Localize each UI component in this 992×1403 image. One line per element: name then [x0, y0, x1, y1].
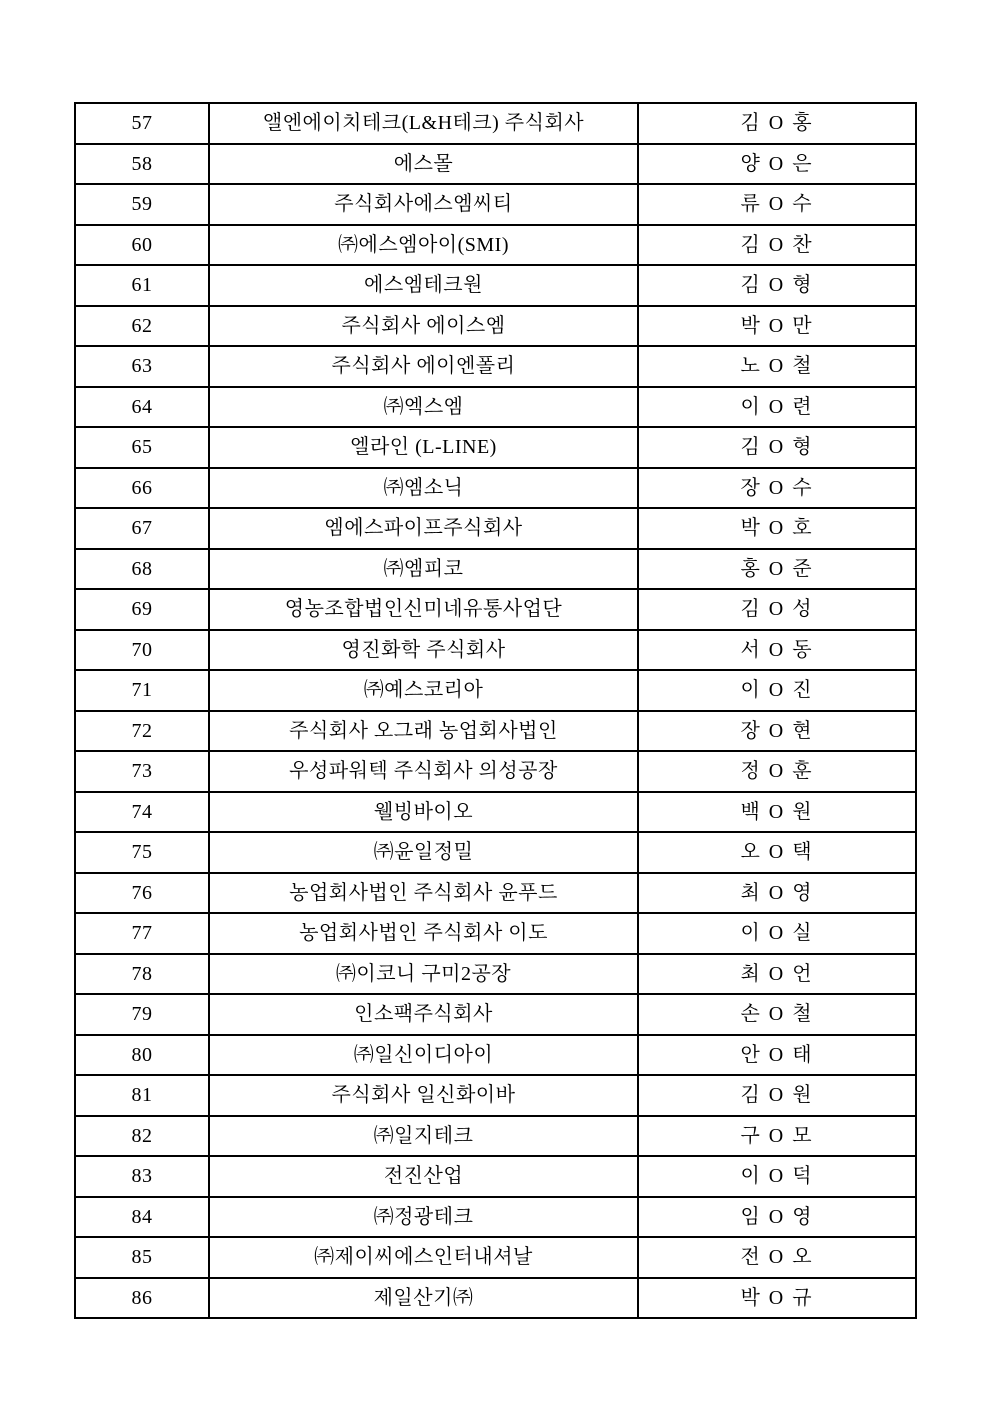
company-name-cell: 주식회사에스엠씨티 — [209, 184, 638, 225]
row-number-cell: 76 — [75, 873, 209, 914]
person-name-cell: 노 O 철 — [638, 346, 916, 387]
company-name-cell: 전진산업 — [209, 1156, 638, 1197]
person-name-cell: 장 O 수 — [638, 468, 916, 509]
row-number-cell: 79 — [75, 994, 209, 1035]
table-row — [75, 427, 916, 468]
company-name-cell: 제일산기㈜ — [209, 1278, 638, 1319]
person-name-cell: 박 O 호 — [638, 508, 916, 549]
table-row — [75, 468, 916, 509]
company-name-cell: 주식회사 오그래 농업회사법인 — [209, 711, 638, 752]
row-number-cell: 73 — [75, 751, 209, 792]
row-number-cell: 81 — [75, 1075, 209, 1116]
table-row — [75, 387, 916, 428]
company-name-cell: ㈜엠소닉 — [209, 468, 638, 509]
table-row — [75, 1156, 916, 1197]
table-row — [75, 1237, 916, 1278]
row-number-cell: 70 — [75, 630, 209, 671]
table-row — [75, 913, 916, 954]
table-row — [75, 549, 916, 590]
company-name-cell: 주식회사 일신화이바 — [209, 1075, 638, 1116]
person-name-cell: 전 O 오 — [638, 1237, 916, 1278]
person-name-cell: 장 O 현 — [638, 711, 916, 752]
person-name-cell: 최 O 영 — [638, 873, 916, 914]
company-name-cell: 주식회사 에이스엠 — [209, 306, 638, 347]
company-name-cell: 인소팩주식회사 — [209, 994, 638, 1035]
row-number-cell: 60 — [75, 225, 209, 266]
row-number-cell: 75 — [75, 832, 209, 873]
company-name-cell: 농업회사법인 주식회사 윤푸드 — [209, 873, 638, 914]
row-number-cell: 57 — [75, 103, 209, 144]
person-name-cell: 박 O 규 — [638, 1278, 916, 1319]
company-name-cell: 웰빙바이오 — [209, 792, 638, 833]
person-name-cell: 안 O 태 — [638, 1035, 916, 1076]
row-number-cell: 71 — [75, 670, 209, 711]
table-row — [75, 711, 916, 752]
person-name-cell: 이 O 실 — [638, 913, 916, 954]
company-name-cell: ㈜엠피코 — [209, 549, 638, 590]
row-number-cell: 82 — [75, 1116, 209, 1157]
row-number-cell: 59 — [75, 184, 209, 225]
table-row — [75, 954, 916, 995]
row-number-cell: 84 — [75, 1197, 209, 1238]
person-name-cell: 김 O 형 — [638, 265, 916, 306]
row-number-cell: 63 — [75, 346, 209, 387]
table-row — [75, 346, 916, 387]
person-name-cell: 김 O 성 — [638, 589, 916, 630]
table-row — [75, 1075, 916, 1116]
row-number-cell: 77 — [75, 913, 209, 954]
person-name-cell: 양 O 은 — [638, 144, 916, 185]
person-name-cell: 오 O 택 — [638, 832, 916, 873]
person-name-cell: 박 O 만 — [638, 306, 916, 347]
row-number-cell: 67 — [75, 508, 209, 549]
company-name-cell: ㈜정광테크 — [209, 1197, 638, 1238]
table-row — [75, 144, 916, 185]
person-name-cell: 김 O 홍 — [638, 103, 916, 144]
person-name-cell: 손 O 철 — [638, 994, 916, 1035]
table-body — [75, 103, 916, 1318]
person-name-cell: 백 O 원 — [638, 792, 916, 833]
row-number-cell: 61 — [75, 265, 209, 306]
person-name-cell: 최 O 언 — [638, 954, 916, 995]
company-name-cell: ㈜예스코리아 — [209, 670, 638, 711]
table-row — [75, 265, 916, 306]
row-number-cell: 74 — [75, 792, 209, 833]
row-number-cell: 68 — [75, 549, 209, 590]
company-name-cell: ㈜일지테크 — [209, 1116, 638, 1157]
table-row — [75, 630, 916, 671]
table-row — [75, 1197, 916, 1238]
row-number-cell: 66 — [75, 468, 209, 509]
person-name-cell: 정 O 훈 — [638, 751, 916, 792]
company-name-cell: 주식회사 에이엔폴리 — [209, 346, 638, 387]
row-number-cell: 58 — [75, 144, 209, 185]
person-name-cell: 구 O 모 — [638, 1116, 916, 1157]
person-name-cell: 서 O 동 — [638, 630, 916, 671]
table-row — [75, 792, 916, 833]
table-row — [75, 1278, 916, 1319]
table-row — [75, 508, 916, 549]
company-name-cell: ㈜제이씨에스인터내셔날 — [209, 1237, 638, 1278]
row-number-cell: 83 — [75, 1156, 209, 1197]
table-row — [75, 184, 916, 225]
table-row — [75, 306, 916, 347]
company-name-cell: 농업회사법인 주식회사 이도 — [209, 913, 638, 954]
table-row — [75, 751, 916, 792]
company-name-cell: 에스몰 — [209, 144, 638, 185]
row-number-cell: 69 — [75, 589, 209, 630]
company-name-cell: 우성파워텍 주식회사 의성공장 — [209, 751, 638, 792]
row-number-cell: 72 — [75, 711, 209, 752]
person-name-cell: 김 O 원 — [638, 1075, 916, 1116]
company-name-cell: 엠에스파이프주식회사 — [209, 508, 638, 549]
person-name-cell: 이 O 련 — [638, 387, 916, 428]
company-name-cell: ㈜엑스엠 — [209, 387, 638, 428]
company-name-cell: ㈜윤일정밀 — [209, 832, 638, 873]
table-row — [75, 1116, 916, 1157]
person-name-cell: 이 O 진 — [638, 670, 916, 711]
table-row — [75, 1035, 916, 1076]
person-name-cell: 임 O 영 — [638, 1197, 916, 1238]
company-name-cell: 영농조합법인신미네유통사업단 — [209, 589, 638, 630]
row-number-cell: 86 — [75, 1278, 209, 1319]
row-number-cell: 62 — [75, 306, 209, 347]
company-name-cell: ㈜일신이디아이 — [209, 1035, 638, 1076]
table-row — [75, 994, 916, 1035]
person-name-cell: 김 O 찬 — [638, 225, 916, 266]
row-number-cell: 78 — [75, 954, 209, 995]
table-row — [75, 832, 916, 873]
company-name-cell: 엘라인 (L-LINE) — [209, 427, 638, 468]
company-representative-table — [74, 102, 917, 1319]
table-row — [75, 103, 916, 144]
person-name-cell: 류 O 수 — [638, 184, 916, 225]
table-row — [75, 225, 916, 266]
company-name-cell: 영진화학 주식회사 — [209, 630, 638, 671]
person-name-cell: 홍 O 준 — [638, 549, 916, 590]
row-number-cell: 80 — [75, 1035, 209, 1076]
company-name-cell: 앨엔에이치테크(L&H테크) 주식회사 — [209, 103, 638, 144]
table-row — [75, 873, 916, 914]
table-row — [75, 670, 916, 711]
company-name-cell: ㈜이코니 구미2공장 — [209, 954, 638, 995]
person-name-cell: 이 O 덕 — [638, 1156, 916, 1197]
person-name-cell: 김 O 형 — [638, 427, 916, 468]
company-name-cell: ㈜에스엠아이(SMI) — [209, 225, 638, 266]
document-page — [74, 102, 915, 1319]
row-number-cell: 85 — [75, 1237, 209, 1278]
company-name-cell: 에스엠테크원 — [209, 265, 638, 306]
row-number-cell: 64 — [75, 387, 209, 428]
row-number-cell: 65 — [75, 427, 209, 468]
table-row — [75, 589, 916, 630]
